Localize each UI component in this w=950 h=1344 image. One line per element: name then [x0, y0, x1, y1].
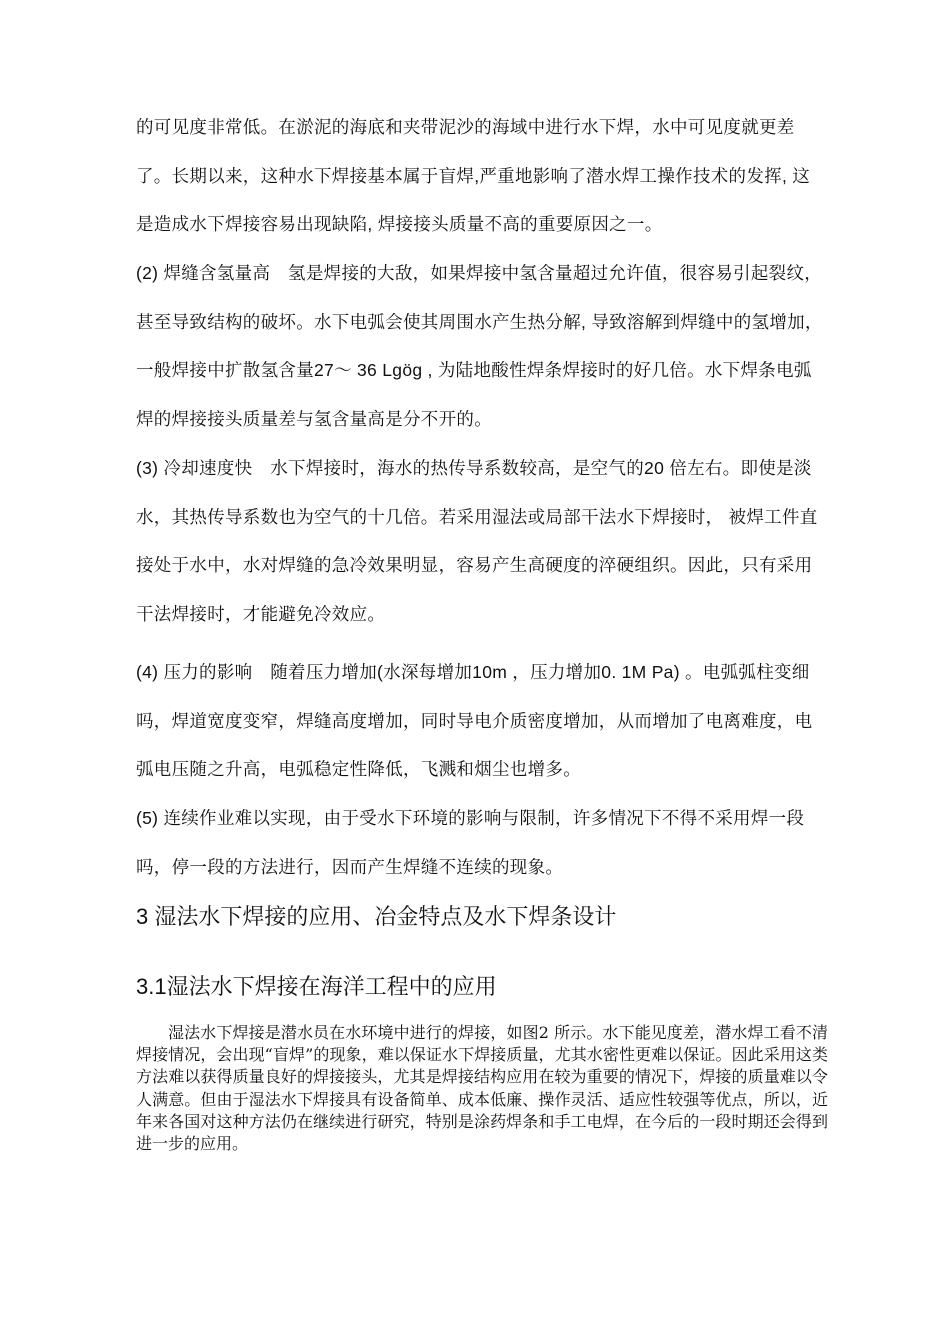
paragraph-cooling-rate: (3) 冷却速度快 水下焊接时，海水的热传导系数较高，是空气的20 倍左右。即使是淡水，其热传导系数也为空气的十几倍。若采用湿法或局部干法水下焊接时， 被焊工件直接处于水中，水对焊缝的急冷效果明显，容易产生高硬度的淬硬组织。因此，只有采用干法焊接时，才能避免冷效应。 — [136, 458, 818, 624]
paragraph-visibility: 的可见度非常低。在淤泥的海底和夹带泥沙的海域中进行水下焊，水中可见度就更差了。长期以来，这种水下焊接基本属于盲焊,严重地影响了潜水焊工操作技术的发挥, 这是造成水下焊接容易出现缺陷, 焊接接头质量不高的重要原因之一。 — [136, 117, 811, 234]
section-heading: 3 湿法水下焊接的应用、冶金特点及水下焊条设计 — [136, 904, 617, 929]
paragraph-hydrogen-content: (2) 焊缝含氢量高 氢是焊接的大敌，如果焊接中氢含量超过允许值，很容易引起裂纹，甚至导致结构的破坏。水下电弧会使其周围水产生热分解, 导致溶解到焊缝中的氢增加，一般焊接中扩散氢含量27～ 36 Lgög , 为陆地酸性焊条焊接时的好几倍。水下焊条电弧焊的焊接接头质量差与氢含量高是分不开的。 — [136, 263, 823, 429]
subsection-heading: 3.1湿法水下焊接在海洋工程中的应用 — [136, 974, 497, 999]
body-paragraph-wet-welding: 湿法水下焊接是潜水员在水环境中进行的焊接，如图2 所示。水下能见度差，潜水焊工看不清焊接情况，会出现“盲焊”的现象，难以保证水下焊接质量，尤其水密性更难以保证。因此采用这类方法难以获得质量良好的焊接接头，尤其是焊接结构应用在较为重要的情况下，焊接的质量难以令人满意。但由于湿法水下焊接具有设备简单、成本低廉、操作灵活、适应性较强等优点，所以，近年来各国对这种方法仍在继续进行研究，特别是涂药焊条和手工电焊，在今后的一段时期还会得到进一步的应用。 — [136, 1023, 828, 1154]
paragraph-pressure-effect: (4) 压力的影响 随着压力增加(水深每增加10m ，压力增加0. 1M Pa) 。电弧弧柱变细吗，焊道宽度变窄，焊缝高度增加，同时导电介质密度增加，从而增加了电离难度，电弧电压随之升高，电弧稳定性降低，飞溅和烟尘也增多。 — [136, 662, 813, 779]
paragraph-continuous-operation: (5) 连续作业难以实现，由于受水下环境的影响与限制，许多情况下不得不采用焊一段吗，停一段的方法进行，因而产生焊缝不连续的现象。 — [136, 808, 805, 877]
